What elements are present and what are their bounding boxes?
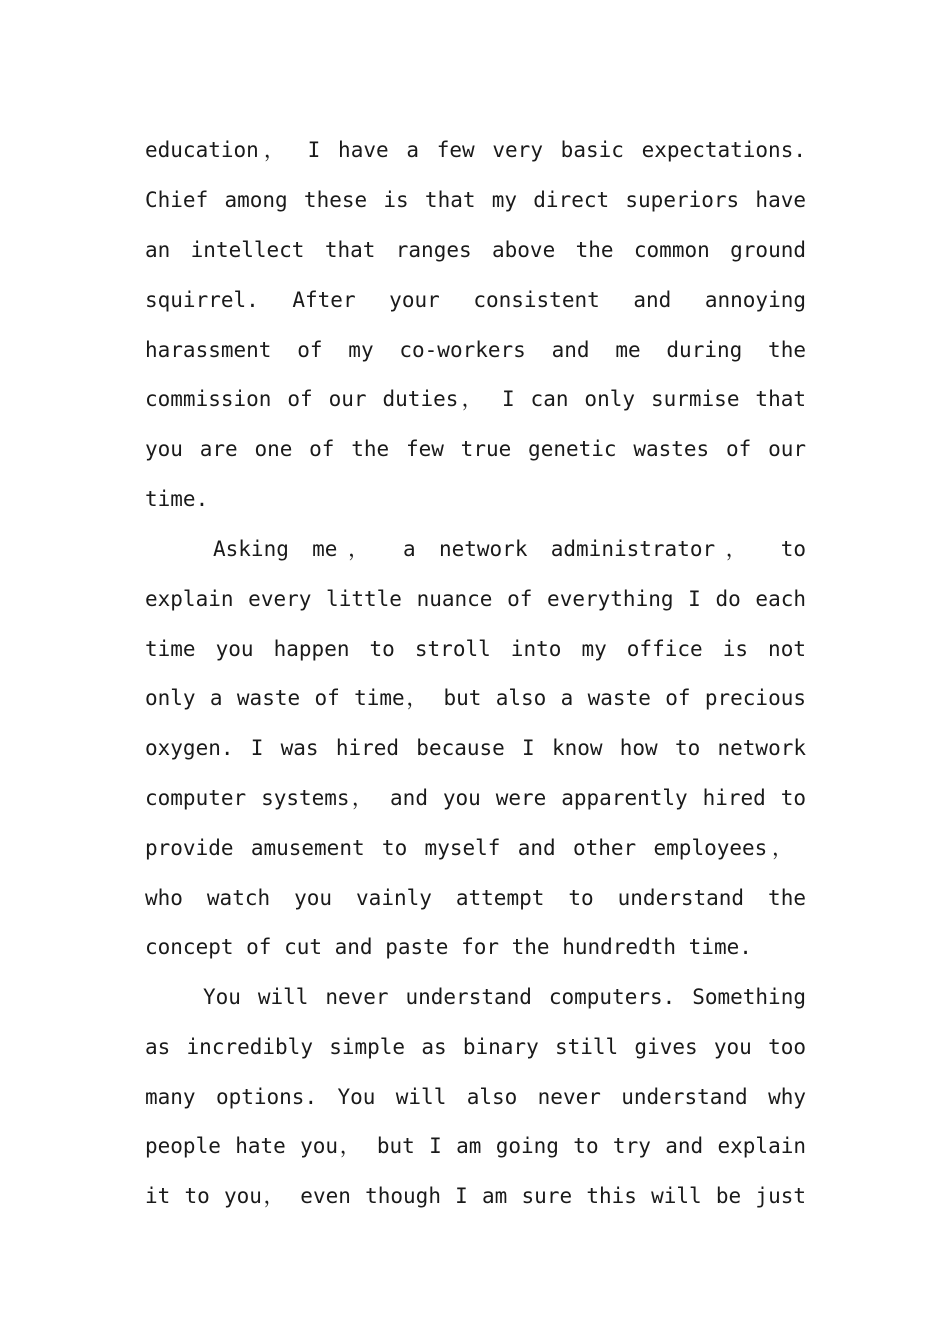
text-line: who watch you vainly attempt to understand the xyxy=(145,886,806,910)
text-line: Asking me， a network administrator， to xyxy=(213,537,806,561)
text-line: time you happen to stroll into my office is not xyxy=(145,637,806,661)
text-line: as incredibly simple as binary still gives you too xyxy=(145,1035,806,1059)
text-line: provide amusement to myself and other employees， xyxy=(145,836,793,860)
text-line: Chief among these is that my direct superiors have xyxy=(145,188,806,212)
text-line: people hate you， but I am going to try and explain xyxy=(145,1134,806,1158)
text-line: harassment of my co-workers and me during the xyxy=(145,338,806,362)
text-line: computer systems， and you were apparently hired to xyxy=(145,786,806,810)
text-line: it to you， even though I am sure this will be just xyxy=(145,1184,806,1208)
text-line: concept of cut and paste for the hundredth time. xyxy=(145,935,752,959)
text-line: you are one of the few true genetic wastes of our xyxy=(145,437,806,461)
text-line: commission of our duties， I can only surmise that xyxy=(145,387,806,411)
text-line: time. xyxy=(145,487,209,511)
text-line: You will never understand computers. Something xyxy=(203,985,806,1009)
text-line: oxygen. I was hired because I know how to network xyxy=(145,736,806,760)
text-line: many options. You will also never understand why xyxy=(145,1085,806,1109)
text-line: only a waste of time， but also a waste of precious xyxy=(145,686,806,710)
text-line: an intellect that ranges above the common ground xyxy=(145,238,806,262)
text-line: explain every little nuance of everything I do each xyxy=(145,587,806,611)
text-line: squirrel. After your consistent and annoying xyxy=(145,288,806,312)
text-line: education， I have a few very basic expectations. xyxy=(145,138,806,162)
